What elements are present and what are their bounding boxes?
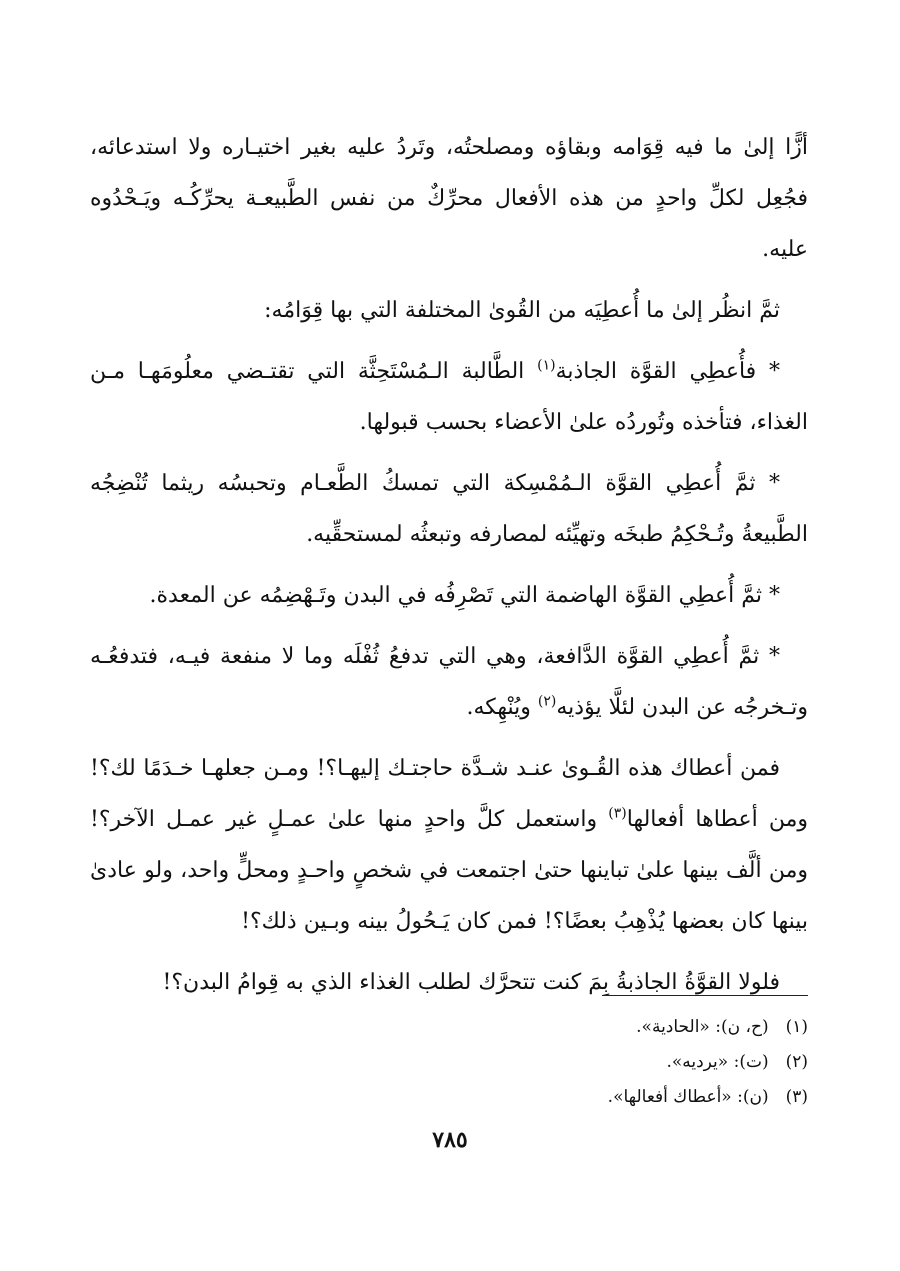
footnote-ref-1: (١) bbox=[537, 357, 556, 374]
footnotes bbox=[208, 1010, 808, 1115]
paragraph-6 bbox=[90, 631, 808, 733]
footnote-2-text: (ت): «يرديه». bbox=[666, 1052, 769, 1072]
footnote-2 bbox=[208, 1045, 808, 1080]
footnote-1 bbox=[208, 1010, 808, 1045]
footnote-3 bbox=[208, 1080, 808, 1115]
paragraph-8: فلولا القوَّةُ الجاذبةُ بِمَ كنت تتحرَّك لطلب الغذاء الذي به قِوامُ البدن؟! bbox=[162, 970, 780, 995]
page-number: ٧٨٥ bbox=[432, 1127, 468, 1153]
footnote-ref-3: (٣) bbox=[608, 805, 627, 822]
footnote-3-number: (٣) bbox=[785, 1087, 808, 1107]
footnote-1-number: (١) bbox=[785, 1017, 808, 1037]
paragraph-3-text-a: * فأُعطِي القوَّة الجاذبة bbox=[555, 359, 780, 384]
paragraph-7-text-b: واستعمل كلَّ واحدٍ منها علىٰ عمـلٍ غير عمـل الآخر؟! ومن ألَّف بينها علىٰ تباينها حتىٰ اجتمعت في شخصٍ واحـدٍ ومحلٍّ واحد، ولو عادىٰ بينها كان بعضها يُذْهِبُ بعضًا؟! فمن كان يَـحُولُ بينه وبـين ذلك؟! bbox=[90, 807, 808, 934]
paragraph-3-text-b: الطَّالبة الـمُسْتَحِثَّة التي تقتـضي معلُومَهـا مـن الغذاء، فتأخذه وتُوردُه علىٰ الأعضاء بحسب قبولها. bbox=[90, 359, 808, 435]
paragraph-7 bbox=[90, 743, 808, 947]
paragraph-3 bbox=[90, 346, 808, 448]
paragraph-7-text-a: فمن أعطاك هذه القُـوىٰ عنـد شـدَّة حاجتـك إليهـا؟! ومـن جعلهـا خـدَمًا لك؟! ومن أعطاها أفعالها bbox=[90, 756, 808, 832]
footnote-2-number: (٢) bbox=[785, 1052, 808, 1072]
paragraph-6-text-a: * ثمَّ أُعطِي القوَّة الدَّافعة، وهي التي تدفعُ ثُفْلَه وما لا منفعة فيـه، فتدفعُـه وتـخرجُه عن البدن لئلَّا يؤذيه bbox=[90, 644, 808, 720]
paragraph-1: أزًّا إلىٰ ما فيه قِوَامه وبقاؤه ومصلحتُه، وتَردُ عليه بغير اختيـاره ولا استدعائه، فجُعِل لكلِّ واحدٍ من هذه الأفعال محرِّكٌ من نفس الطَّبيعـة يحرِّكُـه ويَـحْدُوه عليه. bbox=[90, 135, 808, 262]
paragraph-4: * ثمَّ أُعطِي القوَّة الـمُمْسِكة التي تمسكُ الطَّعـام وتحبسُه ريثما تُنْضِجُه الطَّبيعةُ وتُـحْكِمُ طبخَه وتهيِّئه لمصارفه وتبعثُه لمستحقِّيه. bbox=[90, 471, 808, 547]
footnote-separator bbox=[602, 995, 808, 996]
footnote-3-text: (ن): «أعطاك أفعالها». bbox=[607, 1087, 769, 1107]
paragraph-6-text-b: ويُنْهِكه. bbox=[466, 695, 538, 720]
footnote-1-text: (ح، ن): «الحادية». bbox=[636, 1017, 769, 1037]
main-text bbox=[90, 122, 808, 1008]
paragraph-5: * ثمَّ أُعطِي القوَّة الهاضمة التي تَصْرِفُه في البدن وتَـهْضِمُه عن المعدة. bbox=[149, 583, 780, 608]
paragraph-2: ثمَّ انظُر إلىٰ ما أُعطِيَه من القُوىٰ المختلفة التي بها قِوَامُه: bbox=[264, 298, 780, 323]
footnote-ref-2: (٢) bbox=[537, 693, 557, 710]
